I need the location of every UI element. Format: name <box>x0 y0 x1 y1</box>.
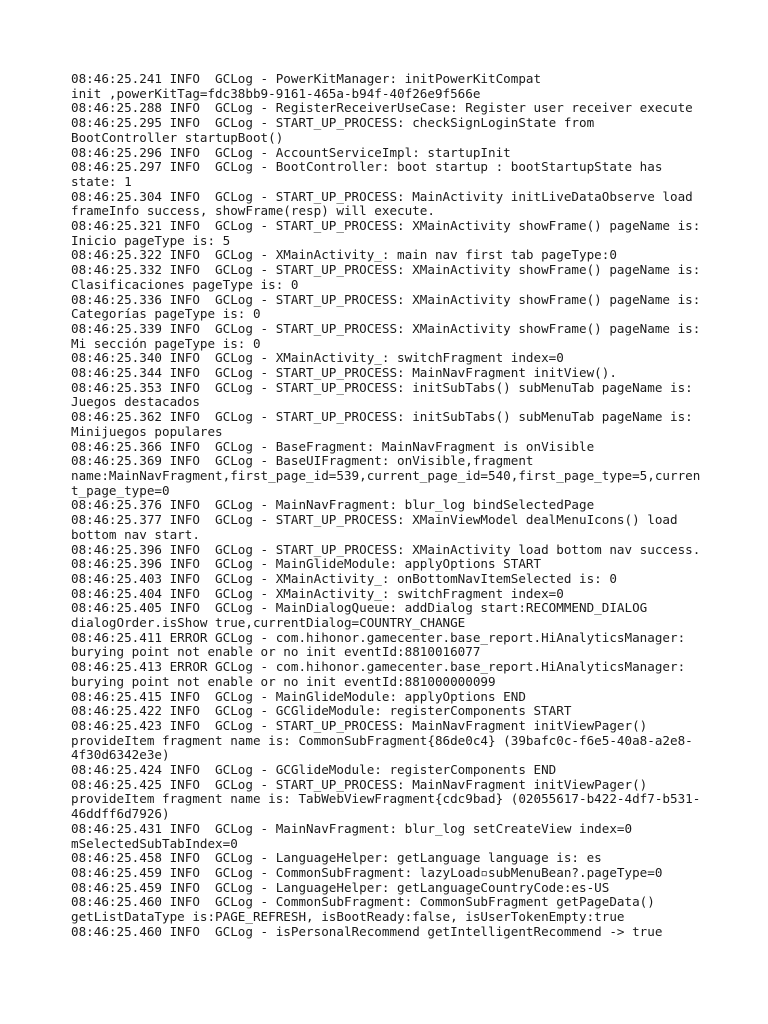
log-line: 08:46:25.396 INFO GCLog - MainGlideModule: applyOptions START <box>71 556 542 572</box>
log-line: 08:46:25.405 INFO GCLog - MainDialogQueue: addDialog start:RECOMMEND_DIALOG <box>71 600 648 616</box>
log-line: t_page_type=0 <box>71 482 170 498</box>
log-line: mSelectedSubTabIndex=0 <box>71 835 238 851</box>
log-line: frameInfo success, showFrame(resp) will execute. <box>71 203 435 219</box>
log-line: Categorías pageType is: 0 <box>71 306 261 322</box>
log-line: 08:46:25.460 INFO GCLog - CommonSubFragment: CommonSubFragment getPageData() <box>71 894 655 910</box>
log-line: 08:46:25.424 INFO GCLog - GCGlideModule: registerComponents END <box>71 762 557 778</box>
log-line: 08:46:25.336 INFO GCLog - START_UP_PROCESS: XMainActivity showFrame() pageName is: <box>71 291 701 307</box>
log-line: 08:46:25.377 INFO GCLog - START_UP_PROCESS: XMainViewModel dealMenuIcons() load <box>71 512 678 528</box>
log-line: Inicio pageType is: 5 <box>71 232 231 248</box>
log-line: name:MainNavFragment,first_page_id=539,current_page_id=540,first_page_type=5,curren <box>71 467 701 483</box>
log-text-block <box>71 72 711 939</box>
log-line: 08:46:25.413 ERROR GCLog - com.hihonor.gamecenter.base_report.HiAnalyticsManager: <box>71 659 686 675</box>
log-line: 08:46:25.366 INFO GCLog - BaseFragment: MainNavFragment is onVisible <box>71 438 595 454</box>
log-line: 08:46:25.362 INFO GCLog - START_UP_PROCESS: initSubTabs() subMenuTab pageName is: <box>71 409 693 425</box>
log-line: Mi sección pageType is: 0 <box>71 335 261 351</box>
log-line: 08:46:25.460 INFO GCLog - isPersonalRecommend getIntelligentRecommend -> true <box>71 923 663 939</box>
log-line: getListDataType is:PAGE_REFRESH, isBootReady:false, isUserTokenEmpty:true <box>71 909 625 925</box>
log-line: 08:46:25.321 INFO GCLog - START_UP_PROCESS: XMainActivity showFrame() pageName is: <box>71 218 701 234</box>
log-line: Clasificaciones pageType is: 0 <box>71 276 299 292</box>
log-line: 08:46:25.403 INFO GCLog - XMainActivity_: onBottomNavItemSelected is: 0 <box>71 570 617 586</box>
log-line: 08:46:25.295 INFO GCLog - START_UP_PROCESS: checkSignLoginState from <box>71 115 595 131</box>
log-line: 08:46:25.369 INFO GCLog - BaseUIFragment: onVisible,fragment <box>71 453 534 469</box>
log-line: provideItem fragment name is: CommonSubFragment{86de0c4} (39bafc0c-f6e5-40a8-a2e8- <box>71 732 693 748</box>
log-line: 08:46:25.422 INFO GCLog - GCGlideModule: registerComponents START <box>71 703 572 719</box>
log-line: 08:46:25.304 INFO GCLog - START_UP_PROCESS: MainActivity initLiveDataObserve load <box>71 188 693 204</box>
log-line: dialogOrder.isShow true,currentDialog=COUNTRY_CHANGE <box>71 615 466 631</box>
log-line: 08:46:25.322 INFO GCLog - XMainActivity_: main nav first tab pageType:0 <box>71 247 617 263</box>
log-line: 08:46:25.296 INFO GCLog - AccountServiceImpl: startupInit <box>71 144 511 160</box>
log-line: 08:46:25.459 INFO GCLog - CommonSubFragment: lazyLoad▫subMenuBean?.pageType=0 <box>71 864 663 880</box>
log-line: 4f30d6342e3e) <box>71 747 170 763</box>
log-line: burying point not enable or no init eventId:8810016077 <box>71 644 481 660</box>
log-line: 08:46:25.340 INFO GCLog - XMainActivity_: switchFragment index=0 <box>71 350 564 366</box>
log-line: 46ddff6d7926) <box>71 806 170 822</box>
log-line: 08:46:25.353 INFO GCLog - START_UP_PROCESS: initSubTabs() subMenuTab pageName is: <box>71 379 693 395</box>
log-line: burying point not enable or no init eventId:881000000099 <box>71 673 496 689</box>
log-line: 08:46:25.339 INFO GCLog - START_UP_PROCESS: XMainActivity showFrame() pageName is: <box>71 320 701 336</box>
log-line: 08:46:25.241 INFO GCLog - PowerKitManager: initPowerKitCompat <box>71 71 542 86</box>
log-line: init ,powerKitTag=fdc38bb9-9161-465a-b94f-40f26e9f566e <box>71 85 481 101</box>
log-line: 08:46:25.288 INFO GCLog - RegisterReceiverUseCase: Register user receiver execute <box>71 100 693 116</box>
log-line: Minijuegos populares <box>71 423 223 439</box>
log-line: Juegos destacados <box>71 394 200 410</box>
log-line: 08:46:25.415 INFO GCLog - MainGlideModule: applyOptions END <box>71 688 526 704</box>
log-line: 08:46:25.425 INFO GCLog - START_UP_PROCESS: MainNavFragment initViewPager() <box>71 776 648 792</box>
log-line: 08:46:25.404 INFO GCLog - XMainActivity_: switchFragment index=0 <box>71 585 564 601</box>
log-line: 08:46:25.332 INFO GCLog - START_UP_PROCESS: XMainActivity showFrame() pageName is: <box>71 262 701 278</box>
log-line: 08:46:25.458 INFO GCLog - LanguageHelper: getLanguage language is: es <box>71 850 602 866</box>
log-line: state: 1 <box>71 173 132 189</box>
log-line: 08:46:25.431 INFO GCLog - MainNavFragment: blur_log setCreateView index=0 <box>71 820 633 836</box>
log-line: bottom nav start. <box>71 526 200 542</box>
log-line: 08:46:25.459 INFO GCLog - LanguageHelper: getLanguageCountryCode:es-US <box>71 879 610 895</box>
log-line: 08:46:25.376 INFO GCLog - MainNavFragment: blur_log bindSelectedPage <box>71 497 595 513</box>
log-line: 08:46:25.344 INFO GCLog - START_UP_PROCESS: MainNavFragment initView(). <box>71 365 617 381</box>
log-line: 08:46:25.396 INFO GCLog - START_UP_PROCESS: XMainActivity load bottom nav success. <box>71 541 701 557</box>
log-line: 08:46:25.411 ERROR GCLog - com.hihonor.gamecenter.base_report.HiAnalyticsManager: <box>71 629 686 645</box>
log-line: BootController startupBoot() <box>71 129 284 145</box>
log-line: provideItem fragment name is: TabWebViewFragment{cdc9bad} (02055617-b422-4df7-b531- <box>71 791 701 807</box>
log-line: 08:46:25.297 INFO GCLog - BootController: boot startup : bootStartupState has <box>71 159 663 175</box>
log-line: 08:46:25.423 INFO GCLog - START_UP_PROCESS: MainNavFragment initViewPager() <box>71 717 648 733</box>
